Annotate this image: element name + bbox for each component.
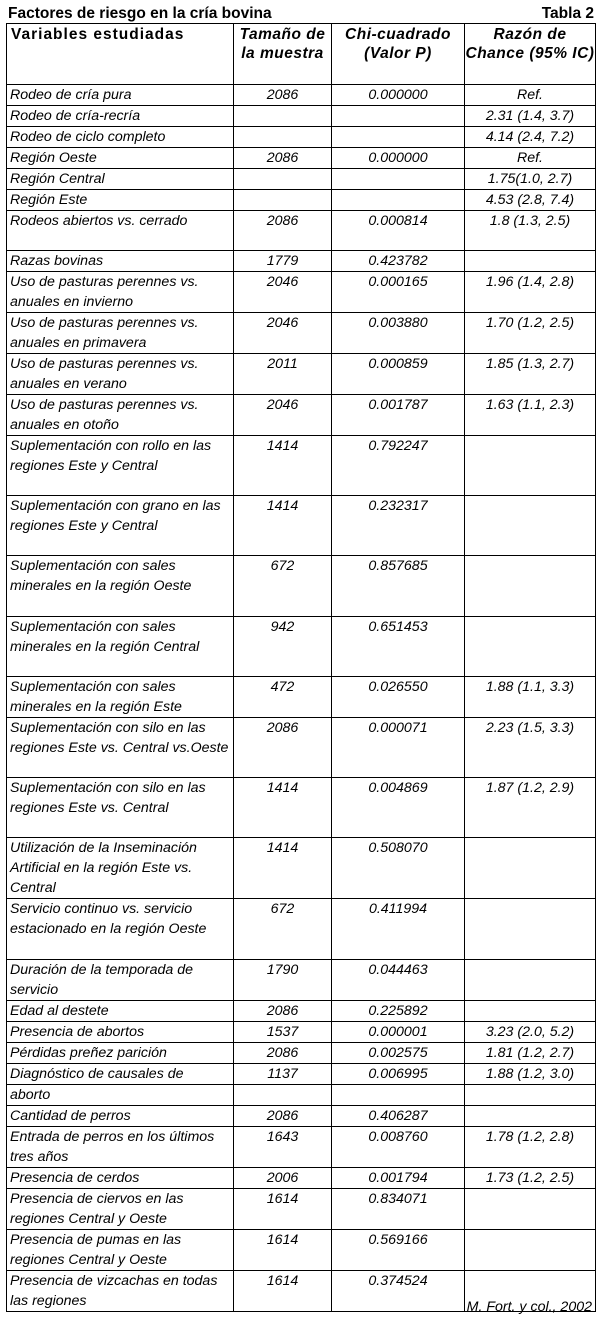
table-row bbox=[7, 148, 596, 169]
cell-variable: Rodeos abiertos vs. cerrado bbox=[7, 211, 234, 251]
cell-sample-size: 672 bbox=[234, 556, 332, 617]
cell-sample-size: 1614 bbox=[234, 1189, 332, 1230]
cell-sample-size: 2086 bbox=[234, 1001, 332, 1022]
table-caption bbox=[8, 5, 594, 23]
cell-sample-size: 672 bbox=[234, 899, 332, 960]
cell-variable: Servicio continuo vs. servicio estacionado en la región Oeste bbox=[7, 899, 234, 960]
cell-variable: Diagnóstico de causales de bbox=[7, 1064, 234, 1085]
table-row bbox=[7, 1022, 596, 1043]
cell-sample-size: 1614 bbox=[234, 1271, 332, 1312]
cell-odds-ratio bbox=[465, 1085, 596, 1106]
header-chi-square: Chi-cuadrado (Valor P) bbox=[332, 24, 465, 85]
cell-odds-ratio bbox=[465, 556, 596, 617]
cell-sample-size: 2086 bbox=[234, 1106, 332, 1127]
cell-chi-square: 0.651453 bbox=[332, 617, 465, 677]
cell-odds-ratio: 1.73 (1.2, 2.5) bbox=[465, 1168, 596, 1189]
cell-chi-square: 0.008760 bbox=[332, 1127, 465, 1168]
cell-odds-ratio: Ref. bbox=[465, 148, 596, 169]
table-title: Factores de riesgo en la cría bovina bbox=[8, 5, 272, 22]
cell-chi-square: 0.423782 bbox=[332, 251, 465, 272]
cell-odds-ratio: 1.81 (1.2, 2.7) bbox=[465, 1043, 596, 1064]
cell-chi-square: 0.569166 bbox=[332, 1230, 465, 1271]
cell-odds-ratio: 3.23 (2.0, 5.2) bbox=[465, 1022, 596, 1043]
cell-odds-ratio: 4.14 (2.4, 7.2) bbox=[465, 127, 596, 148]
table-row bbox=[7, 838, 596, 899]
cell-variable: Edad al destete bbox=[7, 1001, 234, 1022]
cell-chi-square: 0.006995 bbox=[332, 1064, 465, 1085]
cell-variable: Suplementación con sales minerales en la región Oeste bbox=[7, 556, 234, 617]
table-row bbox=[7, 251, 596, 272]
table-row bbox=[7, 1127, 596, 1168]
table-row bbox=[7, 211, 596, 251]
cell-chi-square: 0.792247 bbox=[332, 436, 465, 496]
cell-variable: Presencia de pumas en las regiones Central y Oeste bbox=[7, 1230, 234, 1271]
table-number: Tabla 2 bbox=[541, 5, 594, 22]
cell-odds-ratio: 1.85 (1.3, 2.7) bbox=[465, 354, 596, 395]
cell-odds-ratio bbox=[465, 617, 596, 677]
header-variable: Variables estudiadas bbox=[7, 24, 234, 85]
cell-chi-square: 0.000000 bbox=[332, 85, 465, 106]
cell-sample-size: 1643 bbox=[234, 1127, 332, 1168]
cell-chi-square: 0.044463 bbox=[332, 960, 465, 1001]
cell-chi-square: 0.001794 bbox=[332, 1168, 465, 1189]
table-row bbox=[7, 272, 596, 313]
table-row bbox=[7, 617, 596, 677]
cell-chi-square: 0.000859 bbox=[332, 354, 465, 395]
table-row bbox=[7, 169, 596, 190]
cell-odds-ratio bbox=[465, 1001, 596, 1022]
cell-chi-square: 0.374524 bbox=[332, 1271, 465, 1312]
cell-sample-size: 2046 bbox=[234, 272, 332, 313]
source-citation: M. Fort. y col., 2002 bbox=[466, 1299, 592, 1315]
cell-variable: Presencia de ciervos en las regiones Central y Oeste bbox=[7, 1189, 234, 1230]
table-row bbox=[7, 496, 596, 556]
cell-chi-square bbox=[332, 1085, 465, 1106]
cell-odds-ratio bbox=[465, 251, 596, 272]
cell-sample-size: 1137 bbox=[234, 1064, 332, 1085]
cell-chi-square: 0.001787 bbox=[332, 395, 465, 436]
table-row bbox=[7, 1064, 596, 1085]
cell-odds-ratio: 2.23 (1.5, 3.3) bbox=[465, 718, 596, 778]
cell-odds-ratio bbox=[465, 838, 596, 899]
cell-chi-square bbox=[332, 169, 465, 190]
cell-odds-ratio: 1.70 (1.2, 2.5) bbox=[465, 313, 596, 354]
table-row bbox=[7, 1106, 596, 1127]
cell-chi-square: 0.232317 bbox=[332, 496, 465, 556]
cell-chi-square: 0.834071 bbox=[332, 1189, 465, 1230]
table-row bbox=[7, 1189, 596, 1230]
cell-odds-ratio: 1.88 (1.2, 3.0) bbox=[465, 1064, 596, 1085]
cell-variable: Rodeo de cría pura bbox=[7, 85, 234, 106]
cell-sample-size bbox=[234, 106, 332, 127]
table-row bbox=[7, 1168, 596, 1189]
table-row bbox=[7, 354, 596, 395]
cell-chi-square: 0.000001 bbox=[332, 1022, 465, 1043]
cell-sample-size: 2086 bbox=[234, 211, 332, 251]
cell-sample-size: 2086 bbox=[234, 148, 332, 169]
cell-sample-size: 2086 bbox=[234, 1043, 332, 1064]
cell-variable: Presencia de vizcachas en todas las regiones bbox=[7, 1271, 234, 1312]
cell-variable: Uso de pasturas perennes vs. anuales en otoño bbox=[7, 395, 234, 436]
cell-variable: Uso de pasturas perennes vs. anuales en invierno bbox=[7, 272, 234, 313]
cell-sample-size: 472 bbox=[234, 677, 332, 718]
cell-sample-size: 942 bbox=[234, 617, 332, 677]
cell-odds-ratio bbox=[465, 1189, 596, 1230]
table-row bbox=[7, 1085, 596, 1106]
cell-chi-square: 0.000071 bbox=[332, 718, 465, 778]
cell-variable: Suplementación con rollo en las regiones Este y Central bbox=[7, 436, 234, 496]
cell-sample-size: 1614 bbox=[234, 1230, 332, 1271]
header-odds-ratio: Razón de Chance (95% IC) bbox=[465, 24, 596, 85]
cell-variable: Uso de pasturas perennes vs. anuales en primavera bbox=[7, 313, 234, 354]
cell-sample-size bbox=[234, 190, 332, 211]
header-sample-size: Tamaño de la muestra bbox=[234, 24, 332, 85]
table-row bbox=[7, 899, 596, 960]
cell-variable: Suplementación con silo en las regiones Este vs. Central vs.Oeste bbox=[7, 718, 234, 778]
cell-sample-size: 1414 bbox=[234, 436, 332, 496]
cell-variable: Suplementación con grano en las regiones Este y Central bbox=[7, 496, 234, 556]
table-row bbox=[7, 127, 596, 148]
cell-odds-ratio: 1.87 (1.2, 2.9) bbox=[465, 778, 596, 838]
cell-odds-ratio: 2.31 (1.4, 3.7) bbox=[465, 106, 596, 127]
cell-sample-size: 1790 bbox=[234, 960, 332, 1001]
cell-variable: Uso de pasturas perennes vs. anuales en verano bbox=[7, 354, 234, 395]
cell-variable: Rodeo de cría-recría bbox=[7, 106, 234, 127]
cell-sample-size: 2011 bbox=[234, 354, 332, 395]
table-row bbox=[7, 1230, 596, 1271]
cell-variable: Presencia de abortos bbox=[7, 1022, 234, 1043]
cell-chi-square: 0.026550 bbox=[332, 677, 465, 718]
cell-odds-ratio bbox=[465, 1230, 596, 1271]
cell-sample-size bbox=[234, 127, 332, 148]
cell-chi-square: 0.411994 bbox=[332, 899, 465, 960]
cell-chi-square: 0.003880 bbox=[332, 313, 465, 354]
cell-sample-size: 1414 bbox=[234, 838, 332, 899]
cell-chi-square: 0.002575 bbox=[332, 1043, 465, 1064]
cell-odds-ratio: 1.78 (1.2, 2.8) bbox=[465, 1127, 596, 1168]
table-row bbox=[7, 436, 596, 496]
cell-odds-ratio: 1.75(1.0, 2.7) bbox=[465, 169, 596, 190]
cell-variable: Duración de la temporada de servicio bbox=[7, 960, 234, 1001]
cell-odds-ratio bbox=[465, 496, 596, 556]
cell-variable: Región Este bbox=[7, 190, 234, 211]
cell-sample-size: 2046 bbox=[234, 313, 332, 354]
cell-variable: Razas bovinas bbox=[7, 251, 234, 272]
cell-variable: Rodeo de ciclo completo bbox=[7, 127, 234, 148]
cell-chi-square bbox=[332, 190, 465, 211]
cell-chi-square: 0.004869 bbox=[332, 778, 465, 838]
cell-chi-square: 0.225892 bbox=[332, 1001, 465, 1022]
table-row bbox=[7, 960, 596, 1001]
cell-variable: Suplementación con sales minerales en la región Este bbox=[7, 677, 234, 718]
table-row bbox=[7, 1001, 596, 1022]
cell-sample-size bbox=[234, 169, 332, 190]
cell-chi-square: 0.857685 bbox=[332, 556, 465, 617]
table-row bbox=[7, 190, 596, 211]
table-row bbox=[7, 1043, 596, 1064]
table-row bbox=[7, 677, 596, 718]
cell-variable: Región Oeste bbox=[7, 148, 234, 169]
cell-odds-ratio bbox=[465, 436, 596, 496]
cell-variable: Presencia de cerdos bbox=[7, 1168, 234, 1189]
cell-variable: Cantidad de perros bbox=[7, 1106, 234, 1127]
cell-chi-square: 0.000814 bbox=[332, 211, 465, 251]
header-row bbox=[7, 24, 596, 85]
cell-variable: Suplementación con sales minerales en la región Central bbox=[7, 617, 234, 677]
table-row bbox=[7, 556, 596, 617]
cell-chi-square: 0.000165 bbox=[332, 272, 465, 313]
cell-odds-ratio: 1.63 (1.1, 2.3) bbox=[465, 395, 596, 436]
cell-sample-size: 2046 bbox=[234, 395, 332, 436]
cell-variable: Región Central bbox=[7, 169, 234, 190]
cell-sample-size: 1779 bbox=[234, 251, 332, 272]
cell-odds-ratio: 1.88 (1.1, 3.3) bbox=[465, 677, 596, 718]
cell-chi-square: 0.406287 bbox=[332, 1106, 465, 1127]
table-row bbox=[7, 106, 596, 127]
cell-odds-ratio: 1.8 (1.3, 2.5) bbox=[465, 211, 596, 251]
cell-chi-square: 0.508070 bbox=[332, 838, 465, 899]
cell-sample-size: 2006 bbox=[234, 1168, 332, 1189]
cell-sample-size: 2086 bbox=[234, 85, 332, 106]
cell-chi-square: 0.000000 bbox=[332, 148, 465, 169]
cell-variable: Suplementación con silo en las regiones Este vs. Central bbox=[7, 778, 234, 838]
cell-sample-size: 1414 bbox=[234, 496, 332, 556]
table-row bbox=[7, 313, 596, 354]
cell-odds-ratio: 4.53 (2.8, 7.4) bbox=[465, 190, 596, 211]
cell-variable: Utilización de la Inseminación Artificial en la región Este vs. Central bbox=[7, 838, 234, 899]
table-row bbox=[7, 778, 596, 838]
cell-odds-ratio bbox=[465, 960, 596, 1001]
table-row bbox=[7, 395, 596, 436]
cell-odds-ratio bbox=[465, 1106, 596, 1127]
table-row bbox=[7, 85, 596, 106]
cell-sample-size: 2086 bbox=[234, 718, 332, 778]
risk-factors-table bbox=[6, 23, 596, 1312]
cell-chi-square bbox=[332, 106, 465, 127]
cell-sample-size bbox=[234, 1085, 332, 1106]
cell-sample-size: 1537 bbox=[234, 1022, 332, 1043]
cell-odds-ratio: 1.96 (1.4, 2.8) bbox=[465, 272, 596, 313]
cell-sample-size: 1414 bbox=[234, 778, 332, 838]
cell-variable: Pérdidas preñez parición bbox=[7, 1043, 234, 1064]
cell-chi-square bbox=[332, 127, 465, 148]
cell-odds-ratio: Ref. bbox=[465, 85, 596, 106]
table-row bbox=[7, 718, 596, 778]
cell-odds-ratio bbox=[465, 899, 596, 960]
cell-variable: Entrada de perros en los últimos tres años bbox=[7, 1127, 234, 1168]
cell-variable: aborto bbox=[7, 1085, 234, 1106]
